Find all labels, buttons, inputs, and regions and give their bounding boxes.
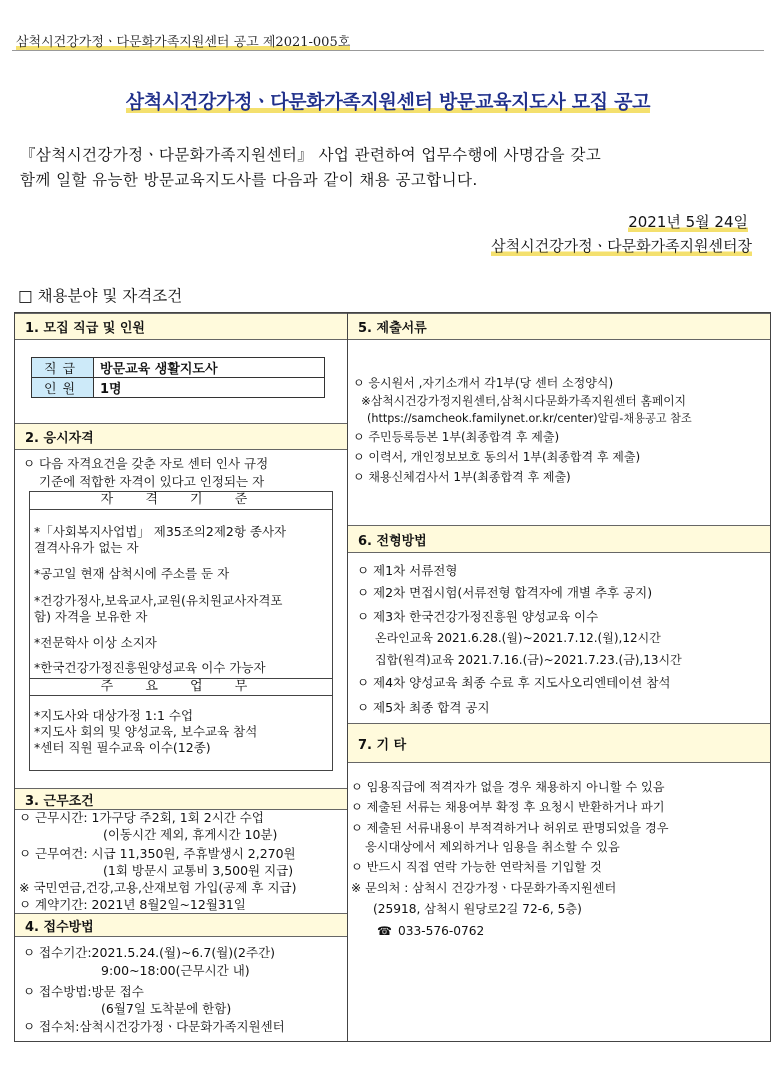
- document-item: ㅇ 주민등록등본 1부(최종합격 후 제출): [353, 430, 560, 444]
- selection-step: ㅇ 제1차 서류전형: [357, 563, 458, 578]
- section-7-header: 7. 기 타: [348, 723, 770, 763]
- document-item: ㅇ 응시원서 ,자기소개서 각1부(당 센터 소정양식): [353, 376, 614, 390]
- document-note: ※삼척시건강가정지원센터,삼척시다문화가족지원센터 홈페이지: [361, 394, 687, 408]
- selection-detail: 집합(원격)교육 2021.7.16.(금)~2021.7.23.(금),13시간: [375, 653, 682, 667]
- headcount-value: 1명: [94, 378, 325, 398]
- duty-item: *센터 직원 필수교육 이수(12종): [34, 740, 211, 755]
- phone-number: 033-576-0762: [397, 924, 485, 938]
- document-number: 삼척시건강가정ㆍ다문화가족지원센터 공고 제2021-005호: [16, 31, 350, 50]
- qualification-desc-2: 기준에 적합한 자격이 있다고 인정되는 자: [39, 474, 265, 489]
- recruitment-details-table: [14, 312, 771, 1042]
- section-1-header: 1. 모집 직급 및 인원: [15, 313, 347, 340]
- intro-paragraph: [20, 143, 760, 193]
- duty-item: *지도사 회의 및 양성교육, 보수교육 참석: [34, 724, 258, 739]
- qualification-box: [29, 491, 333, 771]
- application-period: ㅇ 접수기간:2021.5.24.(월)~6.7(월)(2주간): [23, 945, 276, 960]
- application-place: ㅇ 접수처:삼척시건강가정ㆍ다문화가족지원센터: [23, 1019, 285, 1034]
- phone-icon: ☎: [377, 924, 392, 938]
- criteria-item: *공고일 현재 삼척시에 주소를 둔 자: [34, 566, 230, 581]
- document-item: ㅇ 채용신체검사서 1부(최종합격 후 제출): [353, 470, 571, 484]
- criteria-item: *한국건강가정진흥원양성교육 이수 가능자: [34, 660, 266, 675]
- misc-note: ㅇ 반드시 직접 연락 가능한 연락처를 기입할 것: [351, 860, 602, 874]
- selection-step: ㅇ 제2차 면접시험(서류전형 합격자에 개별 추후 공지): [357, 585, 653, 600]
- table-row: [32, 378, 325, 398]
- document-link: (https://samcheok.familynet.or.kr/center)알림-채용공고 참조: [367, 412, 692, 425]
- position-table: [31, 357, 325, 398]
- section-2-header: 2. 응시자격: [15, 423, 347, 450]
- criteria-item: *「사회복지사업법」 제35조의2제2항 종사자: [34, 524, 287, 539]
- duties-heading: 주 요 업 무: [30, 678, 332, 696]
- application-method: ㅇ 접수방법:방문 접수: [23, 984, 144, 999]
- misc-note: ㅇ 임용직급에 적격자가 없을 경우 채용하지 아니할 수 있음: [351, 780, 665, 794]
- work-hours: ㅇ 근무시간: 1가구당 주2회, 1회 2시간 수업: [19, 810, 264, 825]
- criteria-item: 함) 자격을 보유한 자: [34, 609, 148, 624]
- selection-detail: 온라인교육 2021.6.28.(월)~2021.7.12.(월),12시간: [375, 631, 661, 645]
- contact-info: ※ 문의처 : 삼척시 건강가정ㆍ다문화가족지원센터: [351, 881, 617, 895]
- position-key: 직급: [32, 358, 94, 378]
- section-title: □ 채용분야 및 자격조건: [18, 287, 183, 305]
- work-pay-note: (1회 방문시 교통비 3,500원 지급): [103, 863, 294, 878]
- application-method-note: (6월7일 도착분에 한함): [101, 1001, 232, 1016]
- column-divider: [347, 313, 348, 1041]
- criteria-heading: 자 격 기 준: [30, 492, 332, 510]
- contract-period: ㅇ 계약기간: 2021년 8월2일~12월31일: [19, 897, 246, 912]
- table-row: [32, 358, 325, 378]
- selection-step: ㅇ 제3차 한국건강가정진흥원 양성교육 이수: [357, 609, 599, 624]
- intro-line-2: 함께 일할 유능한 방문교육지도사를 다음과 같이 채용 공고합니다.: [20, 171, 478, 189]
- application-hours: 9:00~18:00(근무시간 내): [101, 963, 250, 978]
- criteria-item: 결격사유가 없는 자: [34, 540, 139, 555]
- qualification-desc-1: ㅇ 다음 자격요건을 갖춘 자로 센터 인사 규정: [23, 456, 269, 471]
- contact-phone: [377, 923, 484, 939]
- document-item: ㅇ 이력서, 개인정보보호 동의서 1부(최종합격 후 제출): [353, 450, 641, 464]
- announcement-date: 2021년 5월 24일: [628, 213, 748, 231]
- selection-step: ㅇ 제4차 양성교육 최종 수료 후 지도사오리엔테이션 참석: [357, 675, 671, 690]
- intro-line-1: 『삼척시건강가정ㆍ다문화가족지원센터』 사업 관련하여 업무수행에 사명감을 갖고: [20, 146, 602, 164]
- section-6-header: 6. 전형방법: [348, 525, 770, 553]
- misc-note: 응시대상에서 제외하거나 임용을 취소할 수 있음: [365, 840, 620, 854]
- selection-step: ㅇ 제5차 최종 합격 공지: [357, 700, 490, 715]
- misc-note: ㅇ 제출된 서류는 채용여부 확정 후 요청시 반환하거나 파기: [351, 800, 665, 814]
- headcount-key: 인원: [32, 378, 94, 398]
- header-divider: [12, 50, 764, 51]
- criteria-item: *전문학사 이상 소지자: [34, 635, 157, 650]
- section-3-header: 3. 근무조건: [15, 788, 347, 810]
- section-5-header: 5. 제출서류: [348, 313, 770, 340]
- insurance-note: ※ 국민연금,건강,고용,산재보험 가입(공제 후 지급): [19, 880, 297, 895]
- page-title: 삼척시건강가정ㆍ다문화가족지원센터 방문교육지도사 모집 공고: [125, 91, 651, 113]
- position-value: 방문교육 생활지도사: [94, 358, 325, 378]
- organization-head: 삼척시건강가정ㆍ다문화가족지원센터장: [491, 237, 752, 255]
- work-hours-note: (이동시간 제외, 휴게시간 10분): [103, 827, 278, 842]
- work-pay: ㅇ 근무여건: 시급 11,350원, 주휴발생시 2,270원: [19, 846, 296, 861]
- section-4-header: 4. 접수방법: [15, 913, 347, 937]
- contact-address: (25918, 삼척시 원당로2길 72-6, 5층): [373, 902, 582, 916]
- criteria-item: *건강가정사,보육교사,교원(유치원교사자격포: [34, 593, 283, 608]
- misc-note: ㅇ 제출된 서류내용이 부적격하거나 허위로 판명되었을 경우: [351, 821, 669, 835]
- duty-item: *지도사와 대상가정 1:1 수업: [34, 708, 194, 723]
